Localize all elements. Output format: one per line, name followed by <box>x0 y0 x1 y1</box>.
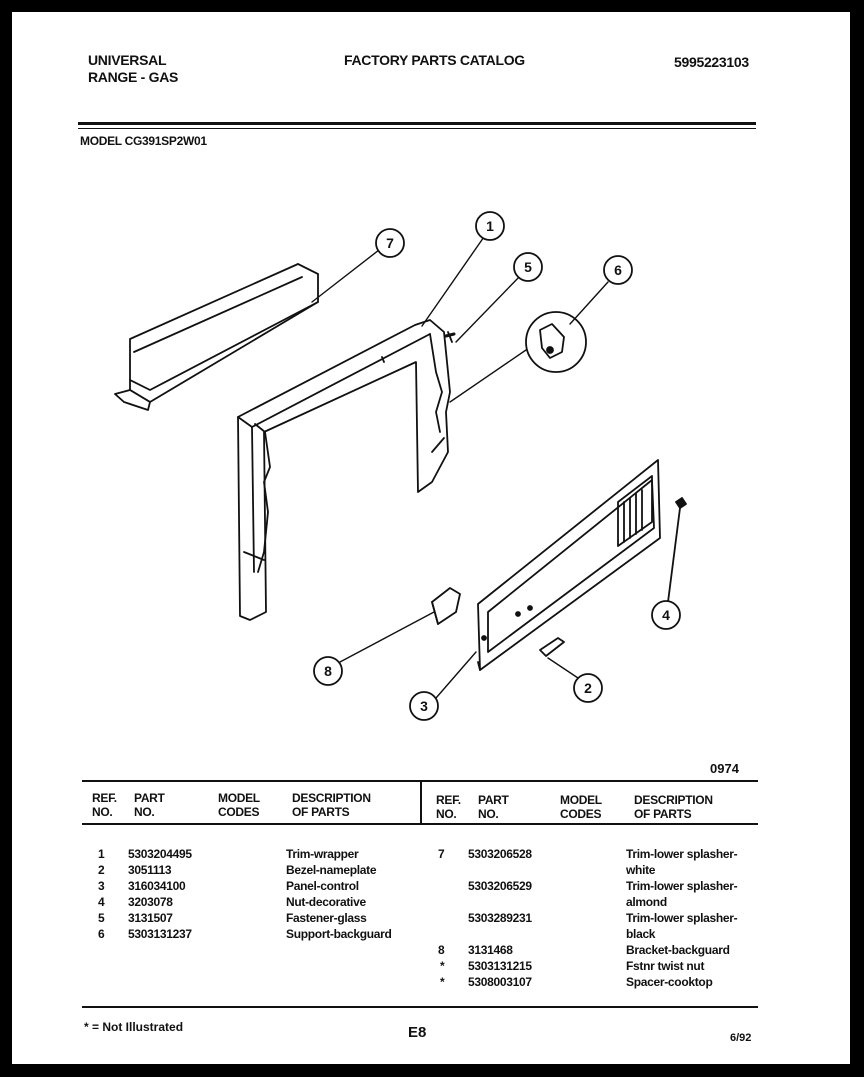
callout-5-label: 5 <box>524 259 532 275</box>
part-support-backguard-detail <box>526 312 586 372</box>
header-desc-line1-right: DESCRIPTION <box>634 793 713 807</box>
row-description: Trim-wrapper <box>286 847 359 861</box>
header-desc-line2: OF PARTS <box>292 805 350 819</box>
row-description: Nut-decorative <box>286 895 366 909</box>
brand-line-1: UNIVERSAL <box>88 52 167 68</box>
row-ref: 7 <box>438 847 445 861</box>
row-description: Trim-lower splasher- <box>626 911 738 925</box>
part-bracket-backguard <box>432 588 460 624</box>
brand-line-2: RANGE - GAS <box>88 69 179 85</box>
header-desc-line2-right: OF PARTS <box>634 807 692 821</box>
header-ref-no-right <box>436 793 461 821</box>
row-description: Fastener-glass <box>286 911 367 925</box>
callout-1 <box>476 212 504 240</box>
callout-6-label: 6 <box>614 262 622 278</box>
callout-5 <box>514 253 542 281</box>
header-desc-line1: DESCRIPTION <box>292 791 371 805</box>
header-model-line1: MODEL <box>218 791 260 805</box>
row-description-cont: white <box>626 863 656 877</box>
callout-4-label: 4 <box>662 607 670 623</box>
header-ref-line2: NO. <box>92 805 113 819</box>
row-part-no: 316034100 <box>128 879 186 893</box>
part-fastener-glass <box>446 332 454 342</box>
row-description: Spacer-cooktop <box>626 975 713 989</box>
header-part-line1: PART <box>134 791 165 805</box>
header-model-codes-left <box>218 791 260 819</box>
part-panel-control <box>478 460 660 670</box>
leader-lines <box>312 234 608 698</box>
row-part-no: 3131507 <box>128 911 173 925</box>
callout-3-label: 3 <box>420 698 428 714</box>
header-part-line2-right: NO. <box>478 807 499 821</box>
callout-6 <box>604 256 632 284</box>
part-trim-lower-splasher <box>115 264 318 410</box>
callout-2 <box>574 674 602 702</box>
part-bezel-nameplate <box>540 638 564 656</box>
row-ref: 2 <box>98 863 105 877</box>
row-part-no: 5303131237 <box>128 927 192 941</box>
part-trim-wrapper <box>238 320 450 620</box>
header-ref-line1-right: REF. <box>436 793 461 807</box>
row-description: Support-backguard <box>286 927 392 941</box>
row-part-no: 5308003107 <box>468 975 532 989</box>
row-description: Bezel-nameplate <box>286 863 377 877</box>
row-description: Trim-lower splasher- <box>626 847 738 861</box>
part-nut-decorative <box>668 498 686 602</box>
header-model-codes-right <box>560 793 602 821</box>
row-description-cont: almond <box>626 895 667 909</box>
row-ref: 1 <box>98 847 105 861</box>
row-description: Bracket-backguard <box>626 943 730 957</box>
callout-7-label: 7 <box>386 235 394 251</box>
row-ref: * <box>440 959 445 973</box>
callout-8-label: 8 <box>324 663 332 679</box>
row-ref: 4 <box>98 895 105 909</box>
table-rule-bottom <box>82 1006 758 1008</box>
catalog-number: 5995223103 <box>674 54 749 70</box>
header-ref-line1: REF. <box>92 791 117 805</box>
header-part-line2: NO. <box>134 805 155 819</box>
model-label: MODEL CG391SP2W01 <box>80 134 207 148</box>
catalog-page <box>12 12 850 1064</box>
row-part-no: 3051113 <box>128 863 172 877</box>
header-model-line2: CODES <box>218 805 260 819</box>
catalog-title: FACTORY PARTS CATALOG <box>344 52 525 68</box>
callout-4 <box>652 601 680 629</box>
callout-2-label: 2 <box>584 680 592 696</box>
row-description-cont: black <box>626 927 656 941</box>
row-part-no: 5303131215 <box>468 959 532 973</box>
revision-date: 6/92 <box>730 1032 752 1044</box>
callout-1-label: 1 <box>486 218 494 234</box>
row-part-no: 5303204495 <box>128 847 192 861</box>
header-model-line1-right: MODEL <box>560 793 602 807</box>
row-part-no: 3203078 <box>128 895 173 909</box>
header-description-left <box>292 791 371 819</box>
row-description: Trim-lower splasher- <box>626 879 738 893</box>
row-ref: 8 <box>438 943 445 957</box>
row-part-no: 3131468 <box>468 943 513 957</box>
figure-code: 0974 <box>710 761 739 776</box>
callout-7 <box>376 229 404 257</box>
footnote-not-illustrated: * = Not Illustrated <box>84 1020 184 1034</box>
row-description: Panel-control <box>286 879 359 893</box>
header-ref-no-left <box>92 791 117 819</box>
header-model-line2-right: CODES <box>560 807 602 821</box>
header-part-no-left <box>134 791 165 819</box>
header-part-no-right <box>478 793 509 821</box>
row-part-no: 5303206529 <box>468 879 532 893</box>
table-column-divider <box>420 780 422 825</box>
callout-3 <box>410 692 438 720</box>
header-description-right <box>634 793 713 821</box>
row-ref: 3 <box>98 879 105 893</box>
header-ref-line2-right: NO. <box>436 807 457 821</box>
row-ref: 6 <box>98 927 105 941</box>
row-part-no: 5303206528 <box>468 847 532 861</box>
callout-8 <box>314 657 342 685</box>
header-part-line1-right: PART <box>478 793 509 807</box>
row-ref: 5 <box>98 911 105 925</box>
row-part-no: 5303289231 <box>468 911 532 925</box>
row-ref: * <box>440 975 445 989</box>
parts-diagram <box>12 12 850 772</box>
page-code: E8 <box>408 1024 427 1041</box>
row-description: Fstnr twist nut <box>626 959 705 973</box>
